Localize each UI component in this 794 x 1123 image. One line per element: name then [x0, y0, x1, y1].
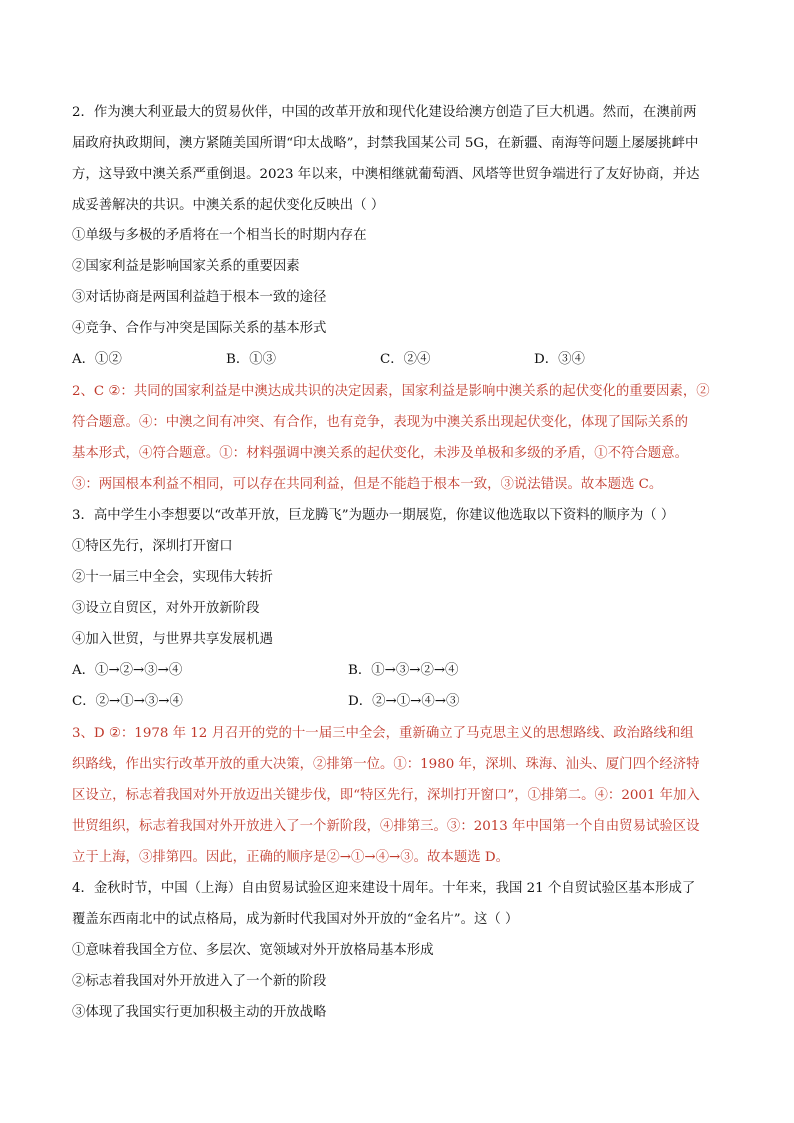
q3-item: ③设立自贸区，对外开放新阶段 [72, 601, 260, 616]
q3-option-b: B．①→③→②→④ [348, 663, 459, 678]
q3-item: ④加入世贸，与世界共享发展机遇 [72, 632, 273, 647]
q2-item: ①单级与多极的矛盾将在一个相当长的时期内存在 [72, 228, 367, 243]
q2-item: ④竞争、合作与冲突是国际关系的基本形式 [72, 321, 327, 336]
q2-stem-line: 成妥善解决的共识。中澳关系的起伏变化反映出（ ） [72, 198, 385, 213]
q2-answer-line: 2、C ②：共同的国家利益是中澳达成共识的决定因素，国家利益是影响中澳关系的起伏变化的重要因素，② [72, 384, 710, 399]
q2-item: ③对话协商是两国利益趋于根本一致的途径 [72, 290, 327, 305]
q2-answer-line: 基本形式，④符合题意。①：材料强调中澳关系的起伏变化，未涉及单极和多级的矛盾，①不符合题意。 [72, 446, 688, 461]
q3-answer-line: 世贸组织，标志着我国对外开放进入了一个新阶段，④排第三。③：2013 年中国第一个自由贸易试验区设 [72, 819, 700, 834]
q4-stem-line: 4．金秋时节，中国（上海）自由贸易试验区迎来建设十周年。十年来，我国 21 个自贸试验区基本形成了 [72, 881, 696, 896]
q2-stem-line: 届政府执政期间，澳方紧随美国所谓“印太战略”，封禁我国某公司 5G，在新疆、南海等问题上屡屡挑衅中 [72, 136, 699, 151]
q3-option-c: C．②→①→③→④ [72, 694, 183, 709]
q4-stem-line: 覆盖东西南北中的试点格局，成为新时代我国对外开放的“金名片”。这（ ） [72, 912, 519, 927]
q2-option-c: C．②④ [380, 352, 431, 367]
q3-stem-line: 3．高中学生小李想要以“改革开放，巨龙腾飞”为题办一期展览，你建议他选取以下资料的顺序为（ ） [72, 508, 675, 523]
q2-item: ②国家利益是影响国家关系的重要因素 [72, 259, 300, 274]
q2-answer-line: ③：两国根本利益不相同，可以存在共同利益，但是不能趋于根本一致，③说法错误。故本题选 C。 [72, 477, 663, 492]
q3-option-d: D．②→①→④→③ [348, 694, 460, 709]
q2-option-b: B．①③ [226, 352, 277, 367]
q2-option-a: A．①② [72, 352, 122, 367]
q2-stem-line: 方，这导致中澳关系严重倒退。2023 年以来，中澳相继就葡萄酒、风塔等世贸争端进行了友好协商，并达 [72, 167, 700, 182]
q3-item: ①特区先行，深圳打开窗口 [72, 539, 233, 554]
q2-answer-line: 符合题意。④：中澳之间有冲突、有合作，也有竞争，表现为中澳关系出现起伏变化，体现了国际关系的 [72, 415, 688, 430]
q3-answer-line: 3、D ②：1978 年 12 月召开的党的十一届三中全会，重新确立了马克思主义的思想路线、政治路线和组 [72, 726, 694, 741]
q3-answer-line: 立于上海，③排第四。因此，正确的顺序是②→①→④→③。故本题选 D。 [72, 850, 509, 865]
q2-stem-line: 2．作为澳大利亚最大的贸易伙伴，中国的改革开放和现代化建设给澳方创造了巨大机遇。然而，在澳前两 [72, 105, 697, 120]
q3-item: ②十一届三中全会，实现伟大转折 [72, 570, 273, 585]
q4-item: ③体现了我国实行更加积极主动的开放战略 [72, 1005, 327, 1020]
q3-option-a: A．①→②→③→④ [72, 663, 183, 678]
q3-answer-line: 区设立，标志着我国对外开放迈出关键步伐，即“特区先行，深圳打开窗口”，①排第二。④：2001 年加入 [72, 788, 700, 803]
q4-item: ②标志着我国对外开放进入了一个新的阶段 [72, 974, 327, 989]
q4-item: ①意味着我国全方位、多层次、宽领域对外开放格局基本形成 [72, 943, 434, 958]
q3-answer-line: 织路线，作出实行改革开放的重大决策，②排第一位。①：1980 年，深圳、珠海、汕头、厦门四个经济特 [72, 757, 700, 772]
q2-option-d: D．③④ [534, 352, 585, 367]
